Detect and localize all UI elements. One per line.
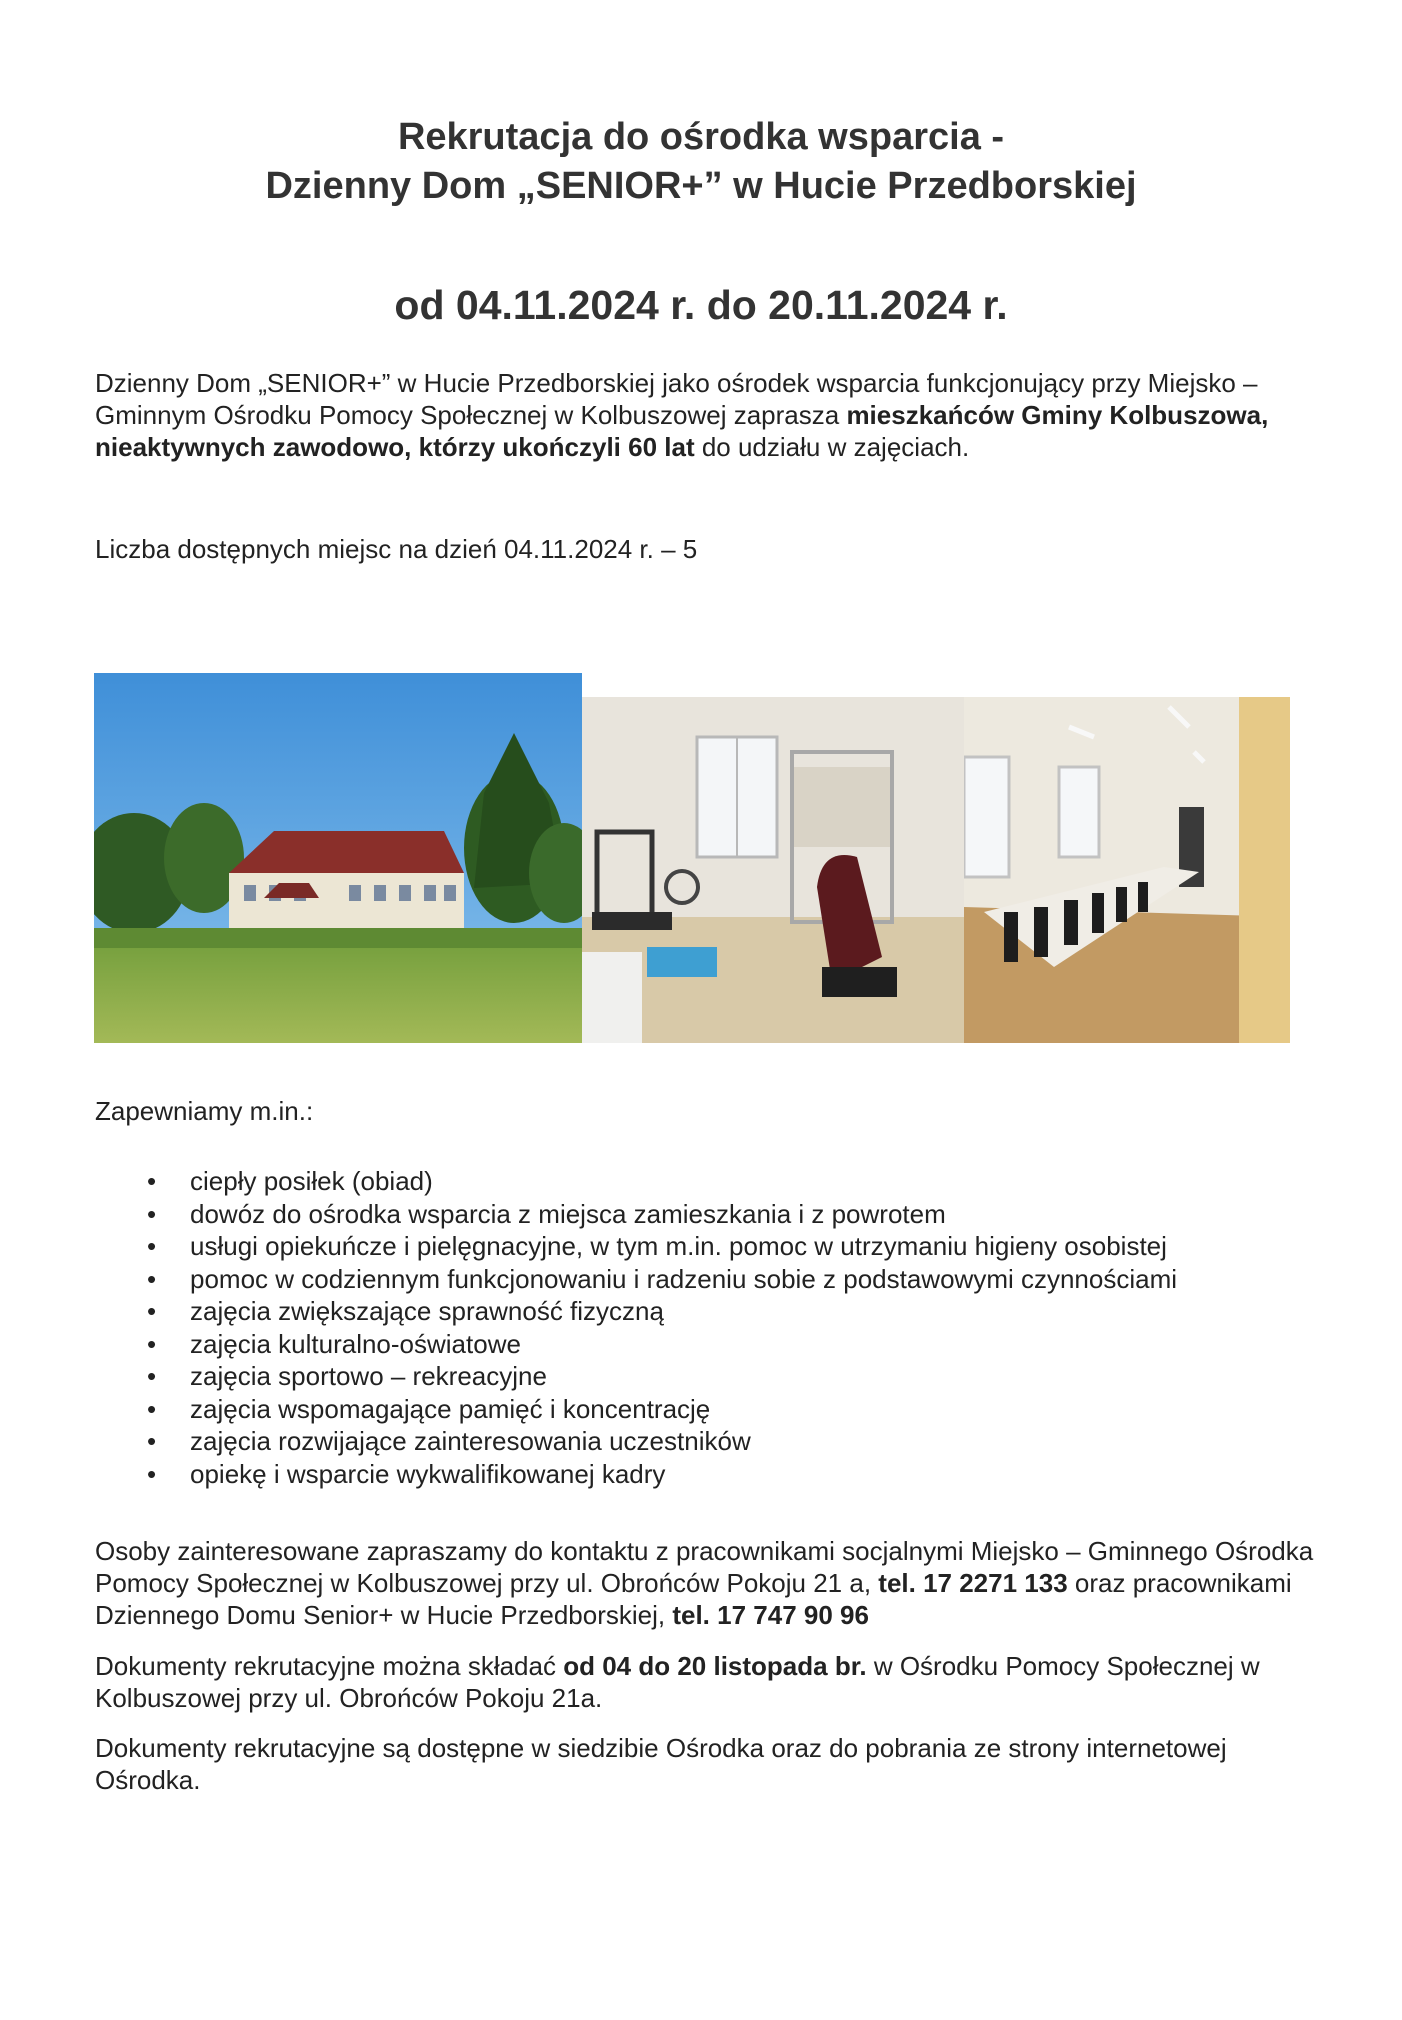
list-item: • zajęcia rozwijające zainteresowania uczestników (95, 1425, 1325, 1458)
building-photo (94, 673, 582, 1043)
list-item: • zajęcia sportowo – rekreacyjne (95, 1360, 1325, 1393)
documents-deadline (95, 1650, 1315, 1714)
intro-text-2: do udziału w zajęciach. (694, 432, 970, 462)
list-item: • zajęcia kulturalno-oświatowe (95, 1328, 1325, 1361)
contact-text-2: oraz pracownikami Dziennego Domu Senior+ w Hucie Przedborskiej, (95, 1568, 1292, 1630)
intro-text-1: Dzienny Dom „SENIOR+” w Hucie Przedborskiej jako ośrodek wsparcia funkcjonujący przy Miejsko – Gminnym Ośrodku Pomocy Społecznej w Kolbuszowej zaprasza (95, 368, 1258, 430)
list-item: • usługi opiekuńcze i pielęgnacyjne, w tym m.in. pomoc w utrzymaniu higieny osobistej (95, 1230, 1325, 1263)
available-places: Liczba dostępnych miejsc na dzień 04.11.2024 r. – 5 (95, 534, 698, 564)
services-list (95, 1165, 1325, 1490)
contact-paragraph (95, 1535, 1315, 1631)
title-line-1: Rekrutacja do ośrodka wsparcia - (397, 116, 1005, 158)
phone-senior: tel. 17 747 90 96 (672, 1600, 869, 1630)
intro-paragraph (95, 367, 1315, 463)
documents-availability: Dokumenty rekrutacyjne są dostępne w siedzibie Ośrodka oraz do pobrania ze strony internetowej Ośrodka. (95, 1733, 1227, 1795)
title-line-2: Dzienny Dom „SENIOR+” w Hucie Przedborskiej (265, 165, 1137, 207)
gym-photo (582, 697, 964, 1043)
provide-heading: Zapewniamy m.in.: (95, 1096, 314, 1126)
hall-photo (964, 697, 1290, 1043)
phone-mgops: tel. 17 2271 133 (878, 1568, 1068, 1598)
docs-bold: od 04 do 20 listopada br. (563, 1651, 867, 1681)
recruitment-dates: od 04.11.2024 r. do 20.11.2024 r. (394, 282, 1008, 328)
intro-bold: mieszkańców Gminy Kolbuszowa, nieaktywnych zawodowo, którzy ukończyli 60 lat (95, 400, 1269, 462)
list-item: • dowóz do ośrodka wsparcia z miejsca zamieszkania i z powrotem (95, 1198, 1325, 1231)
contact-text-1: Osoby zainteresowane zapraszamy do kontaktu z pracownikami socjalnymi Miejsko – Gminnego Ośrodka Pomocy Społecznej w Kolbuszowej przy ul. Obrońców Pokoju 21 a, (95, 1536, 1314, 1598)
docs-text-2: w Ośrodku Pomocy Społecznej w Kolbuszowej przy ul. Obrońców Pokoju 21a. (95, 1651, 1260, 1713)
photo-strip (94, 673, 1290, 1043)
list-item: • ciepły posiłek (obiad) (95, 1165, 1325, 1198)
list-item: • pomoc w codziennym funkcjonowaniu i radzeniu sobie z podstawowymi czynnościami (95, 1263, 1325, 1296)
list-item: • zajęcia wspomagające pamięć i koncentrację (95, 1393, 1325, 1426)
list-item: • opiekę i wsparcie wykwalifikowanej kadry (95, 1458, 1325, 1491)
list-item: • zajęcia zwiększające sprawność fizyczną (95, 1295, 1325, 1328)
docs-text-1: Dokumenty rekrutacyjne można składać (95, 1651, 564, 1681)
